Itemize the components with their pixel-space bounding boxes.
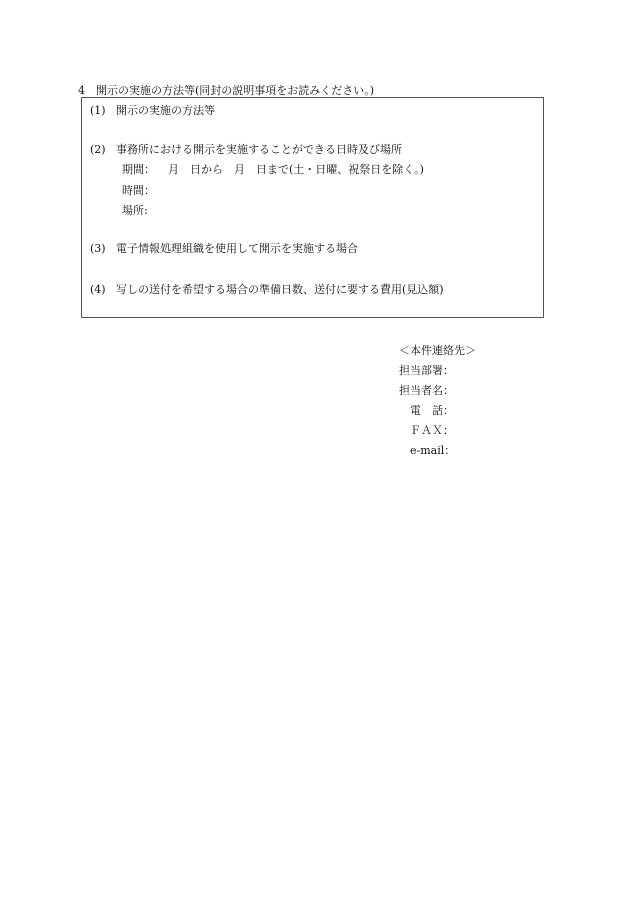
item-3-number: (3): [90, 242, 106, 255]
contact-email: e-mail：: [410, 444, 456, 457]
item-1-label: 開示の実施の方法等: [116, 104, 215, 117]
period-text: 月 日から 月 日まで(土・日曜、祝祭日を除く。): [168, 163, 424, 176]
place-label: 場所:: [122, 204, 148, 217]
contact-department: 担当部署：: [399, 364, 454, 377]
item-3-label: 電子情報処理組織を使用して開示を実施する場合: [116, 242, 358, 255]
contact-phone: 電 話：: [410, 404, 454, 417]
item-1-number: (1): [90, 104, 106, 117]
section-heading: 4 開示の実施の方法等(同封の説明事項をお読みください。): [78, 84, 375, 97]
contact-fax: ＦＡＸ：: [410, 424, 454, 437]
time-label: 時間：: [122, 184, 155, 197]
item-2-number: (2): [90, 143, 106, 156]
contact-title: ＜本件連絡先＞: [399, 344, 476, 357]
item-2-label: 事務所における開示を実施することができる日時及び場所: [116, 143, 402, 156]
item-4-label: 写しの送付を希望する場合の準備日数、送付に要する費用(見込額): [116, 283, 444, 296]
period-label: 期間：: [122, 163, 155, 176]
item-4-number: (4): [90, 283, 106, 296]
contact-person: 担当者名：: [399, 384, 454, 397]
